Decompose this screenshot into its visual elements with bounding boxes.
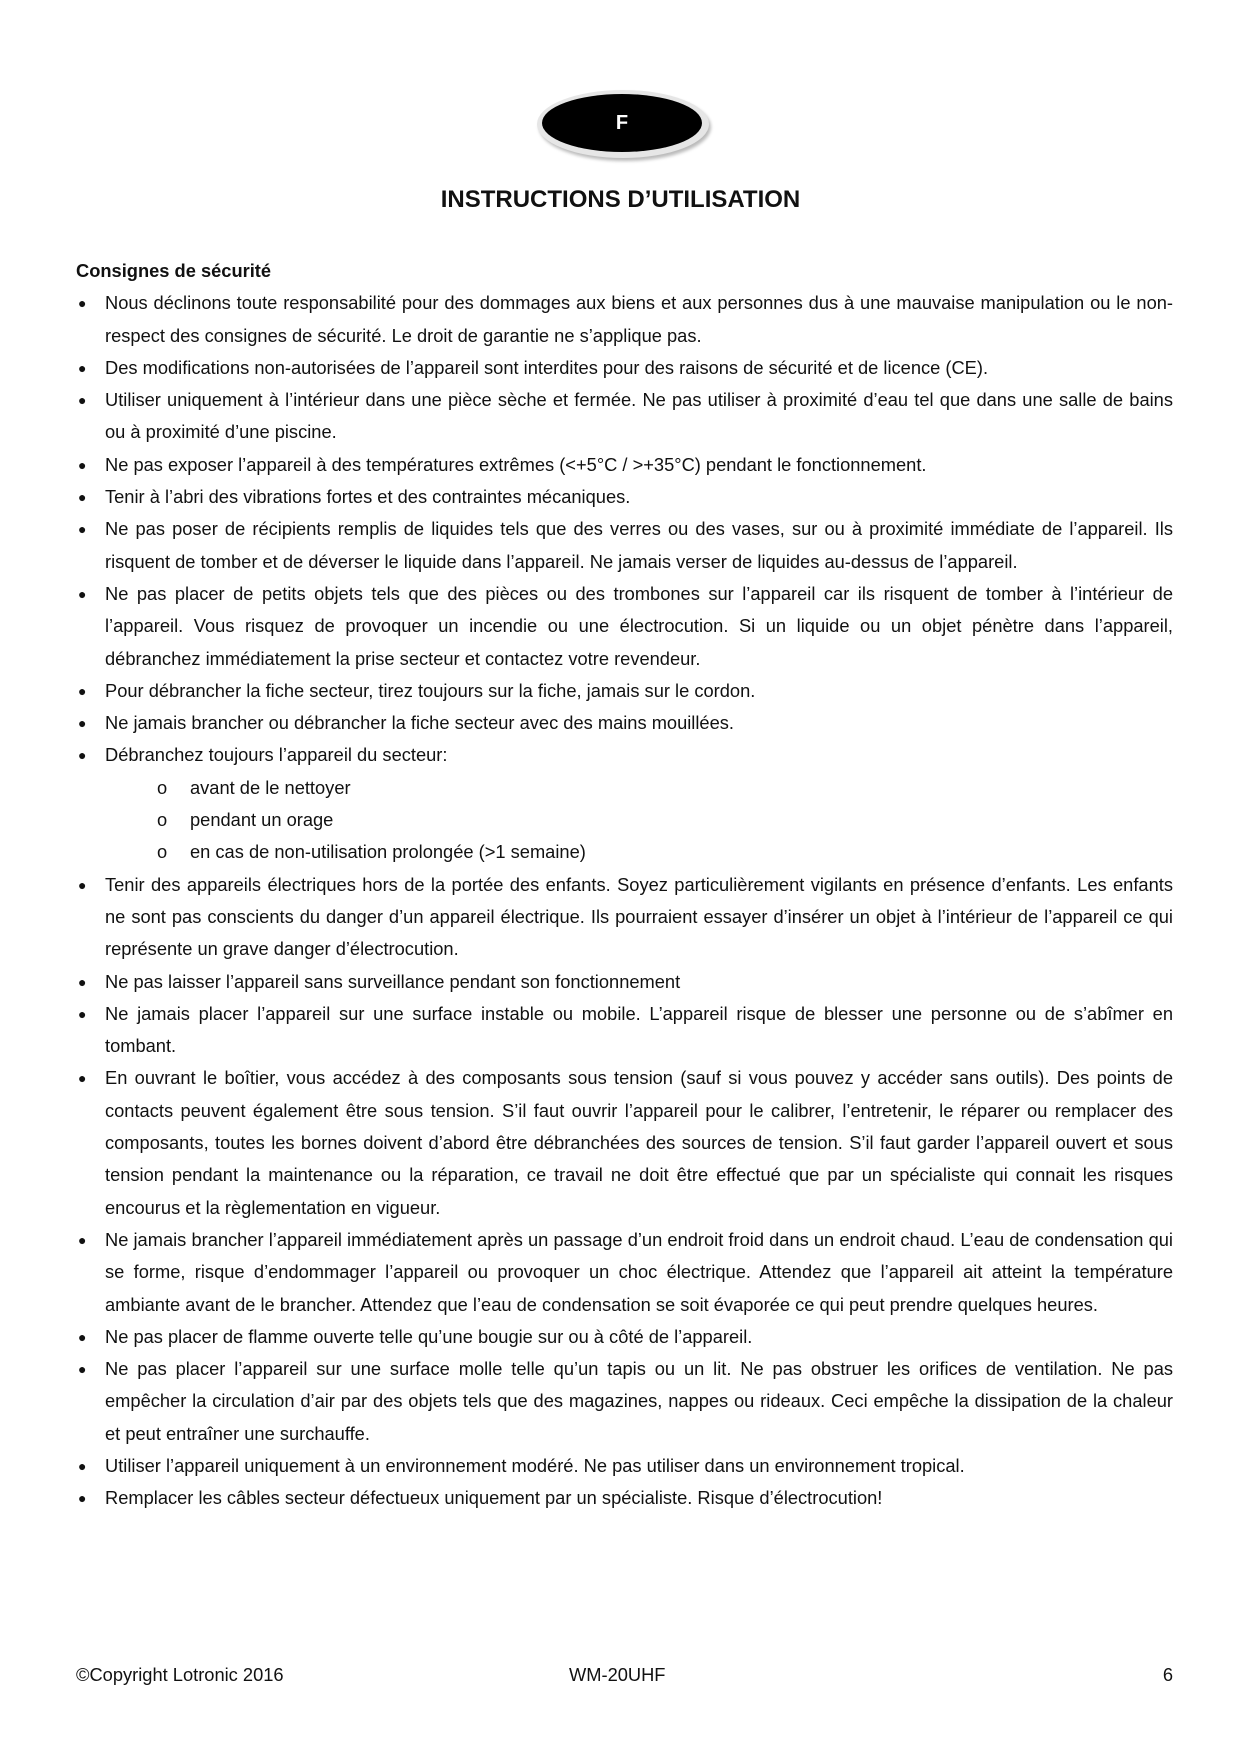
bullet-icon: ● [78, 876, 87, 893]
bullet-icon: ● [78, 973, 87, 990]
sub-list-item-text: avant de le nettoyer [190, 776, 351, 798]
circle-bullet-icon: o [157, 809, 168, 831]
sub-list-item [157, 804, 1173, 836]
list-item-text: Utiliser l’appareil uniquement à un environnement modéré. Ne pas utiliser dans un environnement tropical. [105, 1454, 965, 1476]
bullet-icon: ● [78, 456, 87, 473]
list-item-text: Ne pas placer l’appareil sur une surface molle telle qu’un tapis ou un lit. Ne pas obstruer les orifices de ventilation. Ne pas empêcher la circulation d’air par des objets tels que des magazines, nappes ou rideaux. Ceci empêche la dissipation de la chaleur et peut entraîner une surchauffe. [105, 1358, 1173, 1444]
list-item [76, 384, 1173, 449]
bullet-icon: ● [78, 359, 87, 376]
list-item-text: Ne pas placer de petits objets tels que des pièces ou des trombones sur l’appareil car ils risquent de tomber à l’intérieur de l’appareil. Vous risquez de provoquer un incendie ou une électrocution. Si un liquide ou un objet pénètre dans l’appareil, débranchez immédiatement la prise secteur et contactez votre revendeur. [105, 582, 1173, 669]
list-item-text: Remplacer les câbles secteur défectueux uniquement par un spécialiste. Risque d’électrocution! [105, 1487, 883, 1509]
list-item [76, 287, 1173, 352]
list-item [76, 1321, 1173, 1353]
sub-list-item [157, 772, 1173, 804]
list-item [76, 1482, 1173, 1514]
sub-list-item [157, 836, 1173, 868]
list-item-text: Ne pas placer de flamme ouverte telle qu’une bougie sur ou à côté de l’appareil. [105, 1325, 753, 1347]
list-item [76, 675, 1173, 707]
bullet-icon: ● [78, 715, 87, 732]
list-item-text: Des modifications non-autorisées de l’appareil sont interdites pour des raisons de sécurité et de licence (CE). [105, 356, 989, 378]
list-item-text: Ne pas poser de récipients remplis de liquides tels que des verres ou des vases, sur ou à proximité immédiate de l’appareil. Ils risquent de tomber et de déverser le liquide dans l’appareil. Ne jamais verser de liquides au-dessus de l’appareil. [105, 518, 1173, 572]
safety-list [76, 287, 1173, 771]
list-item-text: Ne pas laisser l’appareil sans surveillance pendant son fonctionnement [105, 970, 681, 992]
list-item-text: Ne jamais placer l’appareil sur une surface instable ou mobile. L’appareil risque de blesser une personne ou de s’abîmer en tombant. [105, 1002, 1173, 1057]
list-item [76, 1353, 1173, 1450]
footer-model: WM-20UHF [569, 1664, 666, 1685]
bullet-icon: ● [78, 489, 87, 506]
list-item [76, 707, 1173, 739]
bullet-icon: ● [78, 1231, 87, 1248]
list-item [76, 449, 1173, 481]
safety-section [76, 255, 1173, 1515]
safety-list-continued [76, 869, 1173, 1515]
unplug-sublist [76, 772, 1173, 869]
bullet-icon: ● [78, 585, 87, 602]
circle-bullet-icon: o [157, 841, 168, 863]
bullet-icon: ● [78, 1490, 87, 1507]
language-badge [537, 90, 709, 158]
bullet-icon: ● [78, 392, 87, 409]
bullet-icon: ● [78, 521, 87, 538]
list-item [76, 578, 1173, 675]
list-item-text: Ne jamais brancher ou débrancher la fiche secteur avec des mains mouillées. [105, 712, 734, 734]
list-item [76, 1062, 1173, 1223]
list-item-text: Nous déclinons toute responsabilité pour des dommages aux biens et aux personnes dus à une mauvaise manipulation ou le non-respect des consignes de sécurité. Le droit de garantie ne s’applique pas. [105, 292, 1173, 346]
list-item [76, 739, 1173, 771]
list-item-text: En ouvrant le boîtier, vous accédez à des composants sous tension (sauf si vous pouvez y accéder sans outils). Des points de contacts peuvent également être sous tension. S’il faut ouvrir l’appareil pour le calibrer, l’entretenir, le réparer ou remplacer des composants, toutes les bornes doivent d’abord être débranchées des sources de tension. S’il faut garder l’appareil ouvert et sous tension pendant la maintenance ou la réparation, ce travail ne doit être effectué que par un spécialiste qui connait les risques encourus et la règlementation en vigueur. [105, 1067, 1173, 1218]
section-title: Consignes de sécurité [76, 260, 272, 281]
bullet-icon: ● [78, 1361, 87, 1378]
list-item [76, 513, 1173, 578]
footer-copyright: ©Copyright Lotronic 2016 [76, 1664, 284, 1685]
list-item [76, 352, 1173, 384]
language-badge-label: F [542, 94, 702, 152]
bullet-icon: ● [78, 295, 87, 312]
footer-page-number: 6 [1162, 1664, 1173, 1685]
bullet-icon: ● [78, 1005, 87, 1022]
page-title: INSTRUCTIONS D’UTILISATION [440, 186, 801, 213]
list-item [76, 1224, 1173, 1321]
sub-list-item-text: pendant un orage [190, 809, 334, 831]
list-item [76, 869, 1173, 966]
list-item-text: Ne jamais brancher l’appareil immédiatement après un passage d’un endroit froid dans un endroit chaud. L’eau de condensation qui se forme, risque d’endommager l’appareil ou provoquer un choc électrique. Attendez que l’appareil ait atteint la température ambiante avant de le brancher. Attendez que l’eau de condensation se soit évaporée ce qui peut prendre quelques heures. [105, 1228, 1173, 1315]
bullet-icon: ● [78, 1328, 87, 1345]
list-item [76, 966, 1173, 998]
list-item [76, 1450, 1173, 1482]
list-item [76, 481, 1173, 513]
circle-bullet-icon: o [157, 776, 168, 798]
list-item-text: Pour débrancher la fiche secteur, tirez toujours sur la fiche, jamais sur le cordon. [105, 679, 756, 701]
list-item-text: Utiliser uniquement à l’intérieur dans une pièce sèche et fermée. Ne pas utiliser à proximité d’eau tel que dans une salle de bains ou à proximité d’une piscine. [105, 389, 1173, 443]
list-item-text: Débranchez toujours l’appareil du secteur: [105, 744, 448, 766]
list-item-text: Ne pas exposer l’appareil à des températures extrêmes (<+5°C / >+35°C) pendant le fonctionnement. [105, 453, 927, 475]
bullet-icon: ● [78, 1457, 87, 1474]
bullet-icon: ● [78, 682, 87, 699]
bullet-icon: ● [78, 747, 87, 764]
bullet-icon: ● [78, 1070, 87, 1087]
list-item-text: Tenir à l’abri des vibrations fortes et des contraintes mécaniques. [105, 486, 631, 508]
list-item-text: Tenir des appareils électriques hors de la portée des enfants. Soyez particulièrement vigilants en présence d’enfants. Les enfants ne sont pas conscients du danger d’un appareil électrique. Ils pourraient essayer d’insérer un objet à l’intérieur de l’appareil ce qui représente un grave danger d’électrocution. [105, 873, 1173, 960]
list-item [76, 998, 1173, 1063]
sub-list-item-text: en cas de non-utilisation prolongée (>1 semaine) [190, 841, 586, 863]
